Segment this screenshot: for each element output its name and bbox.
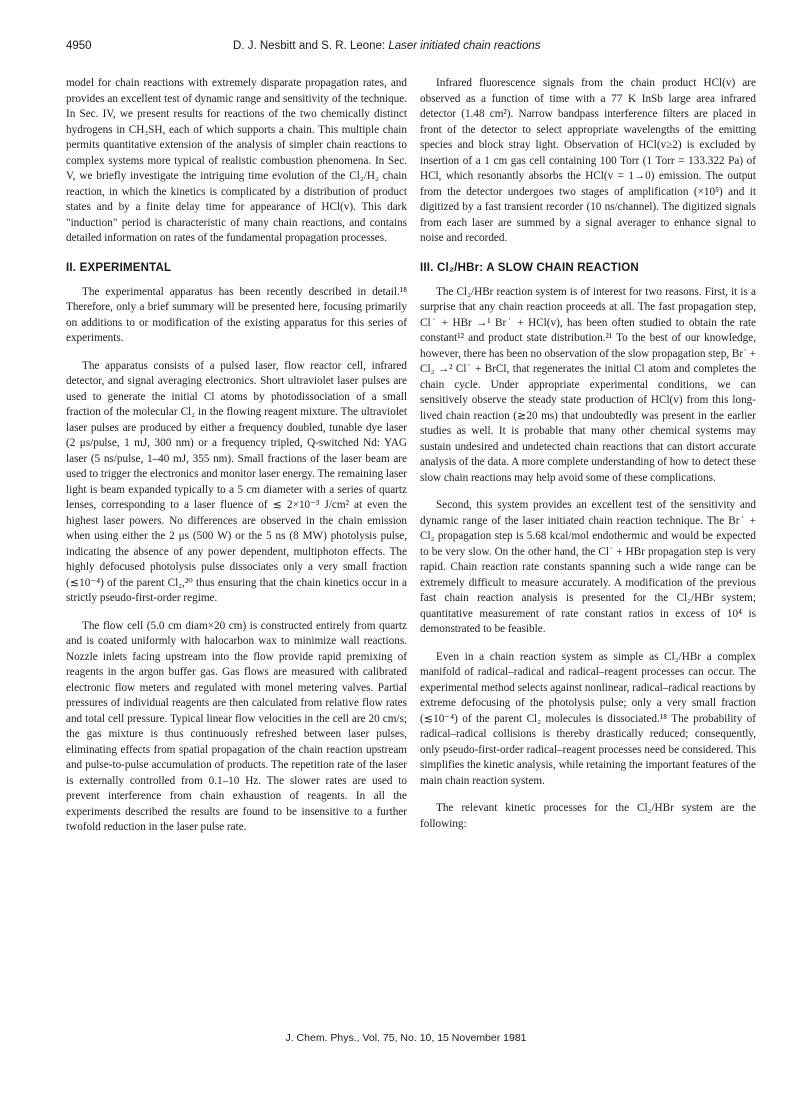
left-column [66, 76, 407, 836]
experimental-paragraph-1: The experimental apparatus has been recently described in detail.¹⁸ Therefore, only a brief summary will be presented here, focusing primarily on additions to or modification of the existing apparatus for this series of experiments. [66, 285, 407, 344]
slow-chain-paragraph-2: Second, this system provides an excellent test of the sensitivity and dynamic range of the laser initiated chain reaction technique. The Br˙ + Cl₂ propagation step is 5.68 kcal/mol endothermic and would be expected to be very slow. On the other hand, the Cl˙ + HBr propagation step is very rapid. Chain reaction rate constants spanning such a wide range can be extremely difficult to measure accurately. A modification of the previous fast chain reaction analysis is presented for the Cl₂/HBr system; quantitative measurement of rate constant ratios in excess of 10⁴ is demonstrated to be feasible. [420, 499, 756, 635]
experimental-paragraph-3: The flow cell (5.0 cm diam×20 cm) is constructed entirely from quartz and is coated uniformly with halocarbon wax to minimize wall reactions. Nozzle inlets facing upstream into the flow provide rapid premixing of reagents in the argon buffer gas. Gas flows are measured with calibrated electronic flow meters and regulated with monel metering valves. Partial pressures of individual reagents are then calculated from relative flow rates and total cell pressure. Typical linear flow velocities in the cell are 20 cm/s; the gas mixture is thus continuously refreshed between laser pulses, eliminating effects from spatial propagation of the chain reaction upstream and pulse-to-pulse accumulation of products. The repetition rate of the laser is externally controlled from 0.1–10 Hz. The slower rates are used to prevent interference from chain exhaustion of reagents. In all the experiments described the results are found to be insensitive to a further twofold reduction in the laser pulse rate. [66, 619, 407, 833]
slow-chain-paragraph-4: The relevant kinetic processes for the Cl₂/HBr system are the following: [420, 802, 756, 830]
right-column [420, 76, 756, 832]
section-heading-slow-chain: III. Cl₂/HBr: A SLOW CHAIN REACTION [420, 261, 639, 274]
infrared-detection-paragraph: Infrared fluorescence signals from the chain product HCl(v) are observed as a function of time with a 77 K InSb large area infrared detector (1.48 cm²). Narrow bandpass interference filters are placed in front of the detector to select appropriate wavelengths of the emitting species and block stray light. Observation of HCl(v≥2) is excluded by insertion of a 1 cm gas cell containing 100 Torr (1 Torr = 133.322 Pa) of HCl, which resonantly absorbs the HCl(v = 1→0) emission. The output from the detector undergoes two stages of amplification (×10⁵) and it digitized by a fast transient recorder (10 ns/channel). The digitized signals from each laser are summed by a signal averager to enhance signal to noise and recorded. [420, 77, 756, 244]
section-heading-experimental: II. EXPERIMENTAL [66, 261, 172, 274]
slow-chain-paragraph-3: Even in a chain reaction system as simple as Cl₂/HBr a complex manifold of radical–radical and radical–reagent processes can occur. The experimental method selects against nonlinear, radical–radical reactions by extreme defocusing of the photolysis pulse; only a very small fraction (≲10⁻⁴) of the parent Cl₂ molecules is dissociated.¹⁸ The probability of radical–radical collisions is thereby drastically reduced; consequently, only pseudo-first-order radical–reagent processes need be considered. This simplifies the kinetic analysis, while retaining the important features of the main chain reaction system. [420, 650, 756, 787]
intro-continuation-paragraph: model for chain reactions with extremely disparate propagation rates, and provides an excellent test of dynamic range and sensitivity of the technique. In Sec. IV, we present results for reactions of the two chemically distinct hydrogens in CH₃SH, each of which supports a chain. This multiple chain permits quantitative extension of the analysis of simpler chain reactions to complex systems more typical of realistic combustion phenomena. In Sec. V, we briefly investigate the intriguing time evolution of the Cl₂/H₂ chain reaction, in which the kinetics is complicated by a distribution of product states and by a finite delay time for appearance of HCl(v). This dark "induction" period is characteristic of many chain reactions, and contains detailed information on rates of the fundamental propagation processes. [66, 77, 407, 244]
header-authors: D. J. Nesbitt and S. R. Leone: [233, 40, 386, 52]
experimental-paragraph-2: The apparatus consists of a pulsed laser, flow reactor cell, infrared detector, and signal averaging electronics. Short ultraviolet laser pulses are used to generate the initial Cl atoms by photodissociation of a small fraction of the molecular Cl₂ in the flowing reagent mixture. The ultraviolet laser pulses are produced by either a frequency doubled, tunable dye laser (2 μs/pulse, 1 mJ, 300 nm) or a frequency tripled, Q-switched Nd: YAG laser (5 ns/pulse, 1–40 mJ, 355 nm). Small fractions of the laser beam are used to trigger the electronics and monitor laser energy. The remaining laser light is beam expanded typically to a 5 cm diameter with a series of quartz lenses, corresponding to a laser fluence of ≲ 2×10⁻³ J/cm² at even the highest laser powers. No differences are observed in the chain emission when using either the 2 μs (500 W) or the 5 ns (8 MW) photolysis pulse, indicating the absence of any power dependent, multiphoton effects. The highly defocused photolysis pulse dissociates only a very small fraction (≲10⁻⁴) of the parent Cl₂,²⁰ thus ensuring that the chain kinetics occur in a strictly pseudo-first-order regime. [66, 359, 407, 604]
header-title: Laser initiated chain reactions [388, 40, 541, 52]
slow-chain-paragraph-1: The Cl₂/HBr reaction system is of interest for two reasons. First, it is a surprise that any chain reaction proceeds at all. The fast propagation step, Cl˙ + HBr →¹ Br˙ + HCl(v), has been often studied to obtain the rate constant¹² and product state distribution.²¹ To the best of our knowledge, however, there has been no observation of the slow propagation step, Br˙ + Cl₂ →² Cl˙ + BrCl, that regenerates the initial Cl atom and completes the chain cycle. Under appropriate experimental conditions, we can sensitively observe the steady state production of HCl(v) from this long-lived chain reaction (≳20 ms) that undoubtedly was present in the earlier studies as well. It is probable that many other chemical systems may sustain undesired and undetected chain reactions that can distort accurate analysis of the data. A more complete understanding of how to detect these slow chain reactions may help avoid some of these complications. [420, 285, 756, 484]
journal-citation-footer: J. Chem. Phys., Vol. 75, No. 10, 15 November 1981 [285, 1032, 527, 1044]
page-number: 4950 [66, 40, 92, 52]
running-title [233, 40, 541, 52]
running-header [66, 40, 756, 58]
